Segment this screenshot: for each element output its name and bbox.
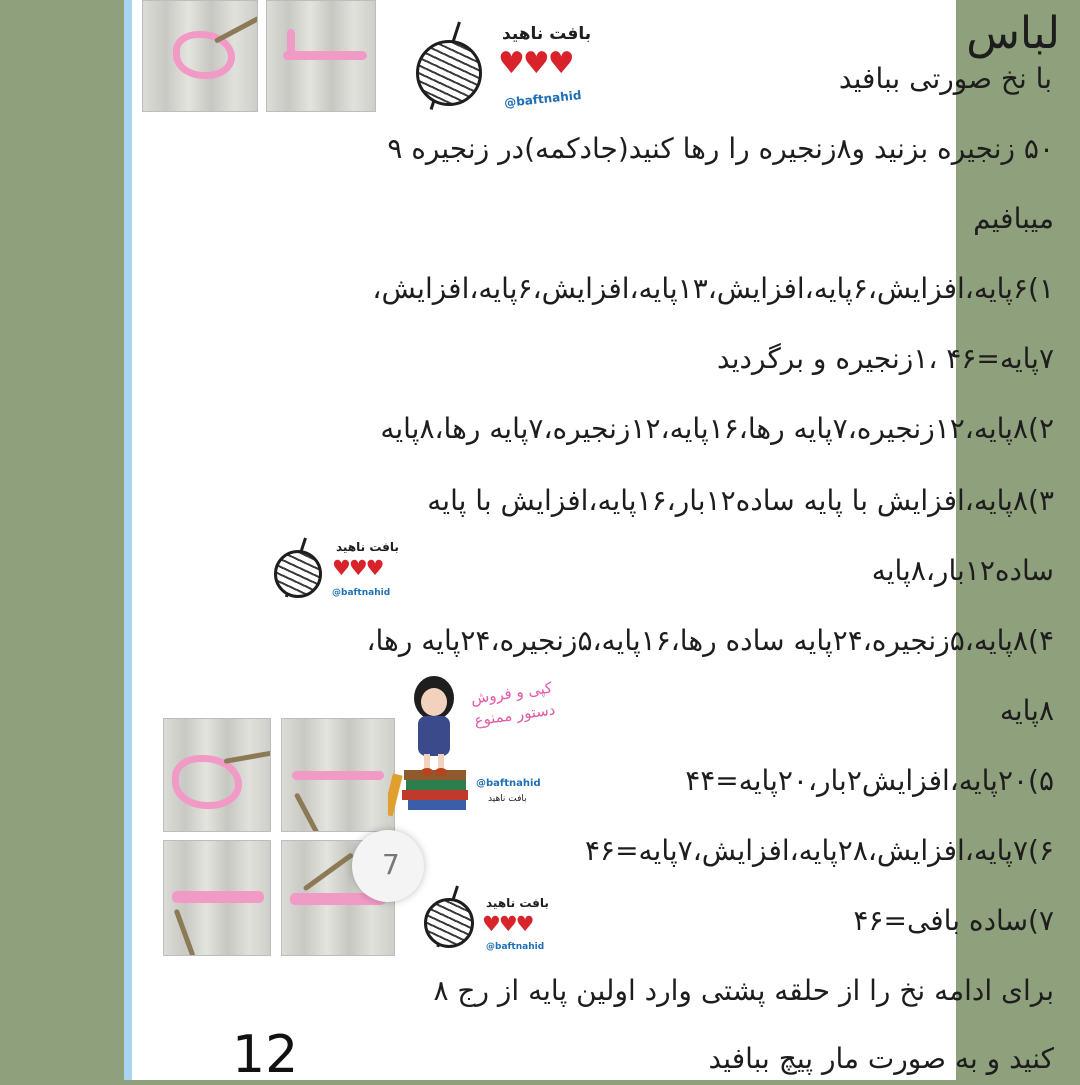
progress-photo-3 xyxy=(163,718,271,832)
brand-name: بافت ناهید xyxy=(336,540,399,554)
brand-handle: @baftnahid xyxy=(486,942,545,952)
progress-photo-4 xyxy=(281,718,395,832)
hearts-icon: ♥♥♥ xyxy=(498,46,573,81)
instruction-line: ۱)۶پایه،افزایش،۶پایه،افزایش،۱۳پایه،افزایش،۶پایه،افزایش، xyxy=(372,272,1054,305)
instruction-line: برای ادامه نخ را از حلقه پشتی وارد اولین پایه از رج ۸ xyxy=(433,974,1054,1007)
page-edge xyxy=(124,0,132,1080)
brand-logo xyxy=(420,884,570,956)
brand-logo xyxy=(410,14,610,124)
instruction-line: ۵۰ زنجیره بزنید و۸زنجیره را رها کنید(جادکمه)در زنجیره ۹ xyxy=(387,132,1054,165)
photo-number: 7 xyxy=(382,848,400,881)
crochet-hook-icon xyxy=(294,792,320,832)
brand-name: بافت ناهید xyxy=(502,24,592,44)
girl-on-books-icon xyxy=(388,668,480,818)
instruction-line: ۷پایه=۴۶ ،۱زنجیره و برگردید xyxy=(717,342,1054,375)
brand-name: بافت ناهید xyxy=(486,896,549,910)
crochet-hook-icon xyxy=(303,852,354,891)
yarn-loop xyxy=(172,755,242,809)
yarn-chain xyxy=(287,29,295,59)
progress-photo-5 xyxy=(163,840,271,956)
yarn-chain xyxy=(172,891,264,903)
instruction-line: ۵)۲۰پایه،افزایش۲بار،۲۰پایه=۴۴ xyxy=(685,764,1054,797)
crochet-hook-icon xyxy=(174,909,196,956)
instruction-line: میبافیم xyxy=(973,202,1054,235)
brand-name: بافت ناهید xyxy=(488,794,527,804)
instruction-line: ۷)ساده بافی=۴۶ xyxy=(853,904,1054,937)
pattern-subtitle: با نخ صورتی ببافید xyxy=(838,62,1052,95)
instruction-line: کنید و به صورت مار پیچ ببافید xyxy=(708,1042,1054,1075)
hearts-icon: ♥♥♥ xyxy=(482,912,533,936)
yarn-ball-icon xyxy=(424,898,474,948)
brand-handle: @baftnahid xyxy=(332,588,391,598)
sticker-line-1: کپی و فروش xyxy=(469,678,554,708)
sticker-line-2: دستور ممنوع xyxy=(473,700,557,730)
progress-photo-1 xyxy=(142,0,258,112)
instruction-line: ۳)۸پایه،افزایش با پایه ساده۱۲بار،۱۶پایه،افزایش با پایه xyxy=(427,484,1054,517)
progress-photo-2 xyxy=(266,0,376,112)
instruction-line: ۲)۸پایه،۱۲زنجیره،۷پایه رها،۱۶پایه،۱۲زنجیره،۷پایه رها،۸پایه xyxy=(380,412,1054,445)
yarn-chain xyxy=(283,51,367,60)
photo-number-badge xyxy=(352,830,424,902)
yarn-chain xyxy=(292,771,384,780)
yarn-ball-icon xyxy=(274,550,322,598)
brand-logo xyxy=(270,534,420,606)
pattern-title: لباس xyxy=(966,8,1060,59)
page-number: 12 xyxy=(232,1025,299,1085)
instruction-line: ۸پایه xyxy=(999,694,1054,727)
brand-handle: @baftnahid xyxy=(476,778,541,789)
hearts-icon: ♥♥♥ xyxy=(332,556,383,580)
instruction-line: ۴)۸پایه،۵زنجیره،۲۴پایه ساده رها،۱۶پایه،۵زنجیره،۲۴پایه رها، xyxy=(366,624,1054,657)
instruction-line: ۶)۷پایه،افزایش،۲۸پایه،افزایش،۷پایه=۴۶ xyxy=(584,834,1054,867)
crochet-hook-icon xyxy=(224,750,271,764)
crochet-hook-icon xyxy=(214,11,258,44)
instruction-line: ساده۱۲بار،۸پایه xyxy=(871,554,1054,587)
yarn-ball-icon xyxy=(416,40,482,106)
brand-handle: @baftnahid xyxy=(503,87,583,111)
